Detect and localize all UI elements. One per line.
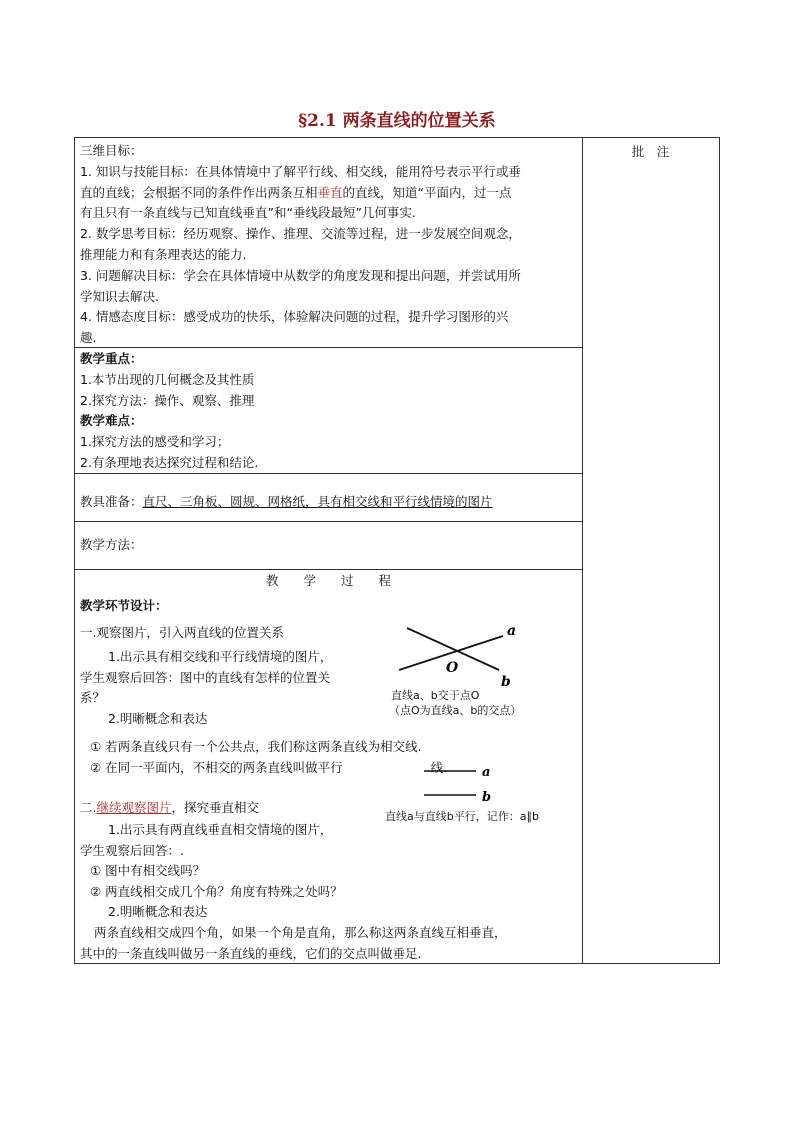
tools-label: 教具准备： bbox=[80, 494, 143, 509]
section-2-question-2: ② 两直线相交成几个角？角度有特殊之处吗？ bbox=[90, 883, 343, 899]
method-label: 教学方法： bbox=[80, 537, 143, 552]
objectives-heading: 三维目标： bbox=[80, 143, 143, 158]
process-section-1-concepts bbox=[80, 737, 578, 778]
section-2-para-1b: 学生观察后回答：. bbox=[80, 842, 184, 858]
objective-2-line-1: 2. 数学思考目标：经历观察、操作、推理、交流等过程，进一步发展空间观念， bbox=[80, 226, 521, 242]
lesson-plan-table bbox=[74, 137, 720, 964]
process-section-1 bbox=[80, 596, 392, 730]
objective-1-line-1: 1. 知识与技能目标：在具体情境中了解平行线、相交线，能用符号表示平行或垂 bbox=[80, 163, 521, 179]
section-2-para-1a: 1.出示具有两直线垂直相交情境的图片， bbox=[108, 822, 333, 837]
key-point-2: 2.探究方法：操作、观察、推理 bbox=[80, 392, 255, 408]
tools-value: 直尺、三角板、圆规、网格纸，具有相交线和平行线情境的图片 bbox=[142, 494, 493, 509]
section-2-highlight: 继续观察图片 bbox=[96, 800, 172, 815]
objectives-cell bbox=[80, 141, 578, 349]
concept-parallel-end: 线. bbox=[430, 759, 448, 775]
difficulty-heading: 教学难点： bbox=[80, 413, 143, 429]
row-divider bbox=[75, 569, 582, 570]
key-point-1: 1.本节出现的几何概念及其性质 bbox=[80, 371, 255, 387]
key-points-cell bbox=[80, 349, 578, 474]
intersecting-lines-figure bbox=[395, 620, 525, 690]
key-points-heading: 教学重点： bbox=[80, 351, 143, 366]
concept-parallel bbox=[80, 758, 578, 779]
section-2-definition-a: 两条直线相交成四个角，如果一个角是直角，那么称这两条直线互相垂直， bbox=[94, 924, 507, 940]
figure-1-caption-2: （点O为直线a、b的交点） bbox=[389, 704, 522, 717]
section-2-definition-b: 其中的一条直线叫做另一条直线的垂线，它们的交点叫做垂足. bbox=[80, 945, 422, 961]
label-a: a bbox=[507, 623, 517, 639]
objective-2-line-2: 推理能力和有条理表达的能力. bbox=[80, 246, 247, 262]
annotation-column-header: 批 注 bbox=[631, 144, 670, 159]
section-2-para-2: 2.明晰概念和表达 bbox=[108, 904, 208, 920]
section-2-question-1: ① 图中有相交线吗？ bbox=[90, 863, 206, 879]
objective-1-line-3: 有且只有一条直线与已知直线垂直”和“垂线段最短”几何事实. bbox=[80, 205, 416, 221]
section-2-prefix: 二. bbox=[80, 800, 97, 815]
difficulty-2: 2.有条理地表达探究过程和结论. bbox=[80, 454, 259, 470]
objective-3-line-2: 学知识去解决. bbox=[80, 288, 159, 304]
method-cell bbox=[80, 535, 578, 556]
section-2-title bbox=[80, 798, 392, 819]
page-title: §2.1 两条直线的位置关系 bbox=[298, 111, 496, 131]
figure-1-caption-1: 直线a、b交于点O bbox=[391, 689, 480, 702]
parallel-lines-figure bbox=[420, 760, 500, 806]
process-section-2 bbox=[80, 798, 392, 819]
objective-text: 直的直线；会根据不同的条件作出两条互相 bbox=[80, 184, 318, 200]
section-1-para-1b: 学生观察后回答：图中的直线有怎样的位置关 bbox=[80, 669, 331, 685]
figure-2-caption: 直线a与直线b平行，记作：a∥b bbox=[385, 810, 539, 823]
concept-parallel-text: ② 在同一平面内，不相交的两条直线叫做平行 bbox=[90, 759, 343, 775]
objective-1-line-2 bbox=[80, 183, 578, 204]
concept-intersecting: ① 若两条直线只有一个公共点，我们称这两条直线为相交线. bbox=[90, 739, 422, 754]
label-b: b bbox=[482, 790, 492, 805]
row-divider bbox=[75, 347, 582, 348]
section-2-rest: ，探究垂直相交 bbox=[171, 800, 260, 815]
objective-4-line-1: 4. 情感态度目标：感受成功的快乐，体验解决问题的过程，提升学习图形的兴 bbox=[80, 309, 509, 325]
process-design-heading: 教学环节设计： bbox=[80, 598, 168, 613]
process-heading: 教 学 过 程 bbox=[265, 573, 391, 588]
section-1-para-1c: 系？ bbox=[80, 690, 106, 706]
label-a: a bbox=[482, 765, 491, 780]
section-1-title: 一.观察图片，引入两直线的位置关系 bbox=[80, 624, 284, 640]
highlight-perpendicular: 垂直 bbox=[317, 184, 343, 200]
row-divider bbox=[75, 521, 582, 522]
objective-text: 的直线，知道“平面内，过一点 bbox=[342, 184, 512, 200]
process-section-2-body bbox=[80, 820, 578, 964]
section-1-para-1a: 1.出示具有相交线和平行线情境的图片， bbox=[108, 649, 333, 665]
label-o: O bbox=[446, 660, 459, 676]
tools-cell bbox=[80, 492, 578, 513]
tools-line bbox=[80, 492, 578, 513]
label-b: b bbox=[501, 674, 511, 690]
difficulty-1: 1.探究方法的感受和学习； bbox=[80, 434, 230, 450]
row-divider bbox=[75, 473, 582, 474]
objective-3-line-1: 3. 问题解决目标：学会在具体情境中从数学的角度发现和提出问题，并尝试用所 bbox=[80, 267, 521, 283]
objective-4-line-2: 趣. bbox=[80, 330, 97, 346]
section-1-para-2: 2.明晰概念和表达 bbox=[108, 710, 208, 726]
column-divider bbox=[582, 138, 583, 963]
